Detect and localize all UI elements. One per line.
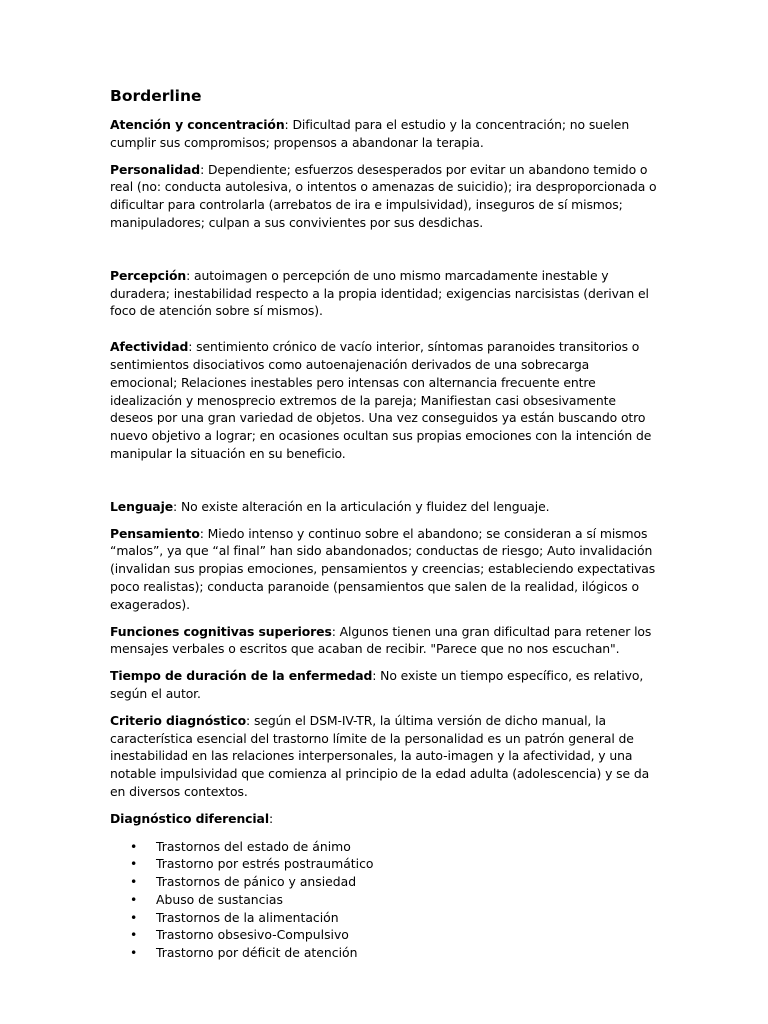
list-item [110, 873, 658, 891]
list-item [110, 855, 658, 873]
list-item-text: Abuso de sustancias [156, 891, 283, 907]
paragraph-text: : [268, 810, 274, 826]
paragraph-atencion [110, 116, 658, 152]
bullet-icon: • [130, 856, 138, 872]
paragraph-label: Percepción [110, 267, 187, 283]
paragraph-text: : autoimagen o percepción de uno mismo marcadamente inestable y duradera; inestabilidad respecto a la propia identidad; exigencias narcisistas (derivan el foco de atención sobre sí mismos). [110, 267, 649, 319]
paragraph-text: : Dificultad para el estudio y la concentración; no suelen cumplir sus compromisos; propensos a abandonar la terapia. [110, 117, 630, 150]
paragraph-text: : Dependiente; esfuerzos desesperados por evitar un abandono temido o real (no: conducta autolesiva, o intentos o amenazas de suicidio); ira desproporcionada o dificultar para controlarla (arrebatos de ira e impulsividad), inseguros de sí mismos; manipuladores; culpan a sus convivientes por sus desdichas. [110, 161, 657, 230]
paragraph-label: Afectividad [110, 339, 189, 355]
paragraph-text: : según el DSM-IV-TR, la última versión de dicho manual, la característica esencial del trastorno límite de la personalidad es un patrón general de inestabilidad en las relaciones interpersonales, la auto-imagen y la afectividad, y una notable impulsividad que comienza al principio de la edad adulta (adolescencia) y se da en diversos contextos. [110, 712, 650, 799]
document-page [110, 86, 658, 962]
bullet-icon: • [130, 927, 138, 943]
list-item-text: Trastornos de pánico y ansiedad [156, 874, 357, 890]
bullet-icon: • [130, 838, 138, 854]
list-item [110, 944, 658, 962]
list-item [110, 891, 658, 909]
paragraph-label: Pensamiento [110, 525, 200, 541]
paragraph-label: Lenguaje [110, 498, 174, 514]
bullet-icon: • [130, 891, 138, 907]
paragraph-lenguaje [110, 498, 658, 516]
differential-diagnosis-list [110, 838, 658, 963]
paragraph-text: : No existe alteración en la articulación y fluidez del lenguaje. [173, 498, 550, 514]
list-item-text: Trastorno obsesivo-Compulsivo [156, 927, 349, 943]
list-item [110, 909, 658, 927]
list-item [110, 926, 658, 944]
paragraph-pensamiento [110, 525, 658, 614]
paragraph-label: Diagnóstico diferencial [110, 810, 269, 826]
paragraph-afectividad [110, 338, 658, 463]
paragraph-label: Criterio diagnóstico [110, 712, 247, 728]
paragraph-funciones-cognitivas [110, 623, 658, 659]
paragraph-criterio-diagnostico [110, 712, 658, 801]
paragraph-label: Personalidad [110, 161, 201, 177]
list-item-text: Trastornos de la alimentación [156, 909, 339, 925]
list-item-text: Trastorno por estrés postraumático [156, 856, 374, 872]
paragraph-percepcion [110, 267, 658, 320]
paragraph-text: : No existe un tiempo específico, es relativo, según el autor. [110, 668, 644, 701]
paragraph-label: Tiempo de duración de la enfermedad [110, 668, 373, 684]
paragraph-label: Funciones cognitivas superiores [110, 623, 332, 639]
paragraph-personalidad [110, 161, 658, 232]
bullet-icon: • [130, 945, 138, 961]
list-item-text: Trastorno por déficit de atención [156, 945, 358, 961]
paragraph-text: : Miedo intenso y continuo sobre el abandono; se consideran a sí mismos “malos”, ya que “al final” han sido abandonados; conductas de riesgo; Auto invalidación (invalidan sus propias emociones, pensamientos y creencias; estableciendo expectativas poco realistas); conducta paranoide (pensamientos que salen de la realidad, ilógicos o exagerados). [110, 525, 656, 612]
list-item [110, 838, 658, 856]
paragraph-text: : sentimiento crónico de vacío interior, síntomas paranoides transitorios o sentimientos disociativos como autoenajenación derivados de una sobrecarga emocional; Relaciones inestables pero intensas con alternancia frecuente entre idealización y menosprecio extremos de la pareja; Manifiestan casi obsesivamente deseos por una gran variedad de objetos. Una vez conseguidos ya están buscando otro nuevo objetivo a lograr; en ocasiones ocultan sus propias emociones con la intención de manipular la situación en su beneficio. [110, 339, 652, 461]
bullet-icon: • [130, 909, 138, 925]
paragraph-text: : Algunos tienen una gran dificultad para retener los mensajes verbales o escritos que acaban de recibir. "Parece que no nos escuchan". [110, 623, 652, 657]
paragraph-tiempo-duracion [110, 667, 658, 703]
paragraph-diagnostico-diferencial [110, 810, 658, 828]
bullet-icon: • [130, 874, 138, 890]
list-item-text: Trastornos del estado de ánimo [156, 838, 351, 854]
document-title: Borderline [110, 87, 202, 105]
paragraph-label: Atención y concentración [110, 117, 285, 132]
